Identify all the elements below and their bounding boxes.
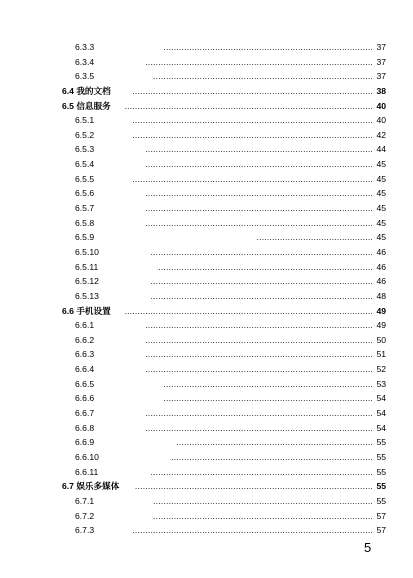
toc-section-entry[interactable]: [0, 84, 413, 99]
toc-entry[interactable]: [0, 230, 413, 245]
dot-leader: [153, 69, 373, 84]
toc-entry-page: 46: [376, 246, 386, 257]
toc-entry-page: 55: [376, 437, 386, 448]
toc-entry-label: 6.6 手机设置: [62, 305, 111, 316]
toc-entry-label: 6.5.9: [75, 232, 95, 243]
toc-entry[interactable]: [0, 142, 413, 157]
toc-entry[interactable]: [0, 172, 413, 187]
toc-entry-label: 6.3.4: [75, 56, 95, 67]
toc-entry-label: 6.5.7: [75, 203, 95, 214]
toc-entry-page: 38: [376, 85, 386, 96]
dot-leader: [145, 157, 373, 172]
dot-leader: [145, 421, 373, 436]
toc-section-entry[interactable]: [0, 479, 413, 494]
toc-entry-page: 55: [376, 495, 386, 506]
toc-entry-page: 55: [376, 451, 386, 462]
toc-entry[interactable]: [0, 69, 413, 84]
toc-entry-page: 40: [376, 115, 386, 126]
toc-entry[interactable]: [0, 216, 413, 231]
toc-entry-page: 55: [376, 481, 386, 492]
toc-entry-label: 6.5.5: [75, 173, 95, 184]
toc-entry-page: 54: [376, 408, 386, 419]
toc-entry-page: 42: [376, 129, 386, 140]
toc-entry-label: 6.6.4: [75, 364, 95, 375]
toc-entry-label: 6.5.13: [75, 290, 99, 301]
toc-entry[interactable]: [0, 157, 413, 172]
toc-entry[interactable]: [0, 40, 413, 55]
toc-entry-label: 6.6.5: [75, 378, 95, 389]
dot-leader: [153, 509, 373, 524]
dot-leader: [145, 333, 373, 348]
dot-leader: [163, 40, 373, 55]
dot-leader: [145, 142, 373, 157]
dot-leader: [145, 362, 373, 377]
toc-entry-label: 6.5.2: [75, 129, 95, 140]
toc-entry-page: 45: [376, 173, 386, 184]
toc-entry-label: 6.6.1: [75, 320, 95, 331]
page-number: 5: [364, 540, 372, 555]
dot-leader: [145, 318, 373, 333]
toc-entry-label: 6.7 娱乐多媒体: [62, 481, 120, 492]
toc-entry-page: 57: [376, 525, 386, 536]
toc-entry-page: 49: [376, 305, 386, 316]
toc-entry[interactable]: [0, 289, 413, 304]
toc-entry-label: 6.3.3: [75, 42, 95, 52]
toc-entry-page: 46: [376, 276, 386, 287]
toc-entry[interactable]: [0, 435, 413, 450]
toc-entry[interactable]: [0, 128, 413, 143]
toc-entry[interactable]: [0, 421, 413, 436]
toc-entry-label: 6.5.4: [75, 159, 95, 170]
toc-entry-label: 6.6.2: [75, 334, 95, 345]
toc-entry-page: 49: [376, 320, 386, 331]
toc-entry-page: 45: [376, 217, 386, 228]
dot-leader: [157, 260, 373, 275]
dot-leader: [124, 99, 373, 114]
dot-leader: [145, 186, 373, 201]
toc-entry-label: 6.6.9: [75, 437, 95, 448]
toc-entry-page: 48: [376, 290, 386, 301]
toc-entry-label: 6.5.1: [75, 115, 95, 126]
dot-leader: [145, 216, 373, 231]
toc-entry[interactable]: [0, 201, 413, 216]
toc-entry-page: 45: [376, 159, 386, 170]
toc-entry[interactable]: [0, 186, 413, 201]
toc-entry[interactable]: [0, 245, 413, 260]
toc-entry-label: 6.6.3: [75, 349, 95, 360]
dot-leader: [257, 230, 373, 245]
dot-leader: [132, 113, 373, 128]
dot-leader: [124, 304, 373, 319]
toc-entry-label: 6.5 信息服务: [62, 100, 111, 111]
table-of-contents: [0, 40, 413, 538]
toc-entry-label: 6.5.11: [75, 261, 99, 272]
toc-entry-page: 37: [376, 56, 386, 67]
toc-entry-label: 6.6.10: [75, 451, 99, 462]
toc-section-entry[interactable]: [0, 304, 413, 319]
dot-leader: [150, 465, 373, 480]
toc-entry-label: 6.5.8: [75, 217, 95, 228]
toc-entry-page: 53: [376, 378, 386, 389]
toc-entry[interactable]: [0, 318, 413, 333]
toc-entry-label: 6.4 我的文档: [62, 85, 111, 96]
toc-entry[interactable]: [0, 450, 413, 465]
toc-entry[interactable]: [0, 333, 413, 348]
toc-entry-label: 6.7.2: [75, 510, 95, 521]
toc-entry[interactable]: [0, 113, 413, 128]
toc-entry-page: 37: [376, 71, 386, 82]
toc-entry-page: 50: [376, 334, 386, 345]
toc-entry-label: 6.3.5: [75, 71, 95, 82]
dot-leader: [150, 274, 373, 289]
toc-entry-page: 45: [376, 203, 386, 214]
toc-entry-label: 6.5.10: [75, 246, 99, 257]
dot-leader: [163, 391, 373, 406]
dot-leader: [145, 201, 373, 216]
toc-entry-page: 44: [376, 144, 386, 155]
toc-entry-label: 6.7.1: [75, 495, 95, 506]
dot-leader: [132, 523, 373, 538]
toc-entry-page: 57: [376, 510, 386, 521]
toc-entry-label: 6.6.6: [75, 393, 95, 404]
toc-entry[interactable]: [0, 347, 413, 362]
toc-entry-label: 6.7.3: [75, 525, 95, 536]
toc-entry-label: 6.6.8: [75, 422, 95, 433]
dot-leader: [132, 84, 373, 99]
toc-entry[interactable]: [0, 377, 413, 392]
toc-entry-page: 54: [376, 393, 386, 404]
toc-entry-label: 6.6.7: [75, 408, 95, 419]
dot-leader: [163, 377, 373, 392]
toc-entry[interactable]: [0, 465, 413, 480]
dot-leader: [176, 435, 373, 450]
toc-entry[interactable]: [0, 55, 413, 70]
toc-entry-label: 6.5.6: [75, 188, 95, 199]
toc-entry-page: 54: [376, 422, 386, 433]
dot-leader: [153, 494, 373, 509]
toc-entry-label: 6.5.3: [75, 144, 95, 155]
dot-leader: [150, 245, 373, 260]
dot-leader: [132, 128, 373, 143]
toc-entry[interactable]: [0, 391, 413, 406]
toc-entry-page: 45: [376, 232, 386, 243]
dot-leader: [145, 55, 373, 70]
dot-leader: [170, 450, 373, 465]
toc-entry-page: 51: [376, 349, 386, 360]
toc-entry[interactable]: [0, 260, 413, 275]
toc-entry-page: 55: [376, 466, 386, 477]
toc-entry[interactable]: [0, 509, 413, 524]
toc-entry-label: 6.6.11: [75, 466, 99, 477]
toc-entry[interactable]: [0, 406, 413, 421]
dot-leader: [145, 406, 373, 421]
dot-leader: [150, 289, 373, 304]
toc-entry[interactable]: [0, 362, 413, 377]
toc-entry[interactable]: [0, 523, 413, 538]
dot-leader: [134, 479, 373, 494]
toc-section-entry[interactable]: [0, 99, 413, 114]
toc-entry-page: 52: [376, 364, 386, 375]
dot-leader: [132, 172, 373, 187]
toc-entry-page: 40: [376, 100, 386, 111]
toc-entry-page: 45: [376, 188, 386, 199]
toc-entry[interactable]: [0, 274, 413, 289]
toc-entry[interactable]: [0, 494, 413, 509]
toc-entry-page: 37: [376, 42, 386, 52]
dot-leader: [145, 347, 373, 362]
toc-entry-label: 6.5.12: [75, 276, 99, 287]
toc-entry-page: 46: [376, 261, 386, 272]
